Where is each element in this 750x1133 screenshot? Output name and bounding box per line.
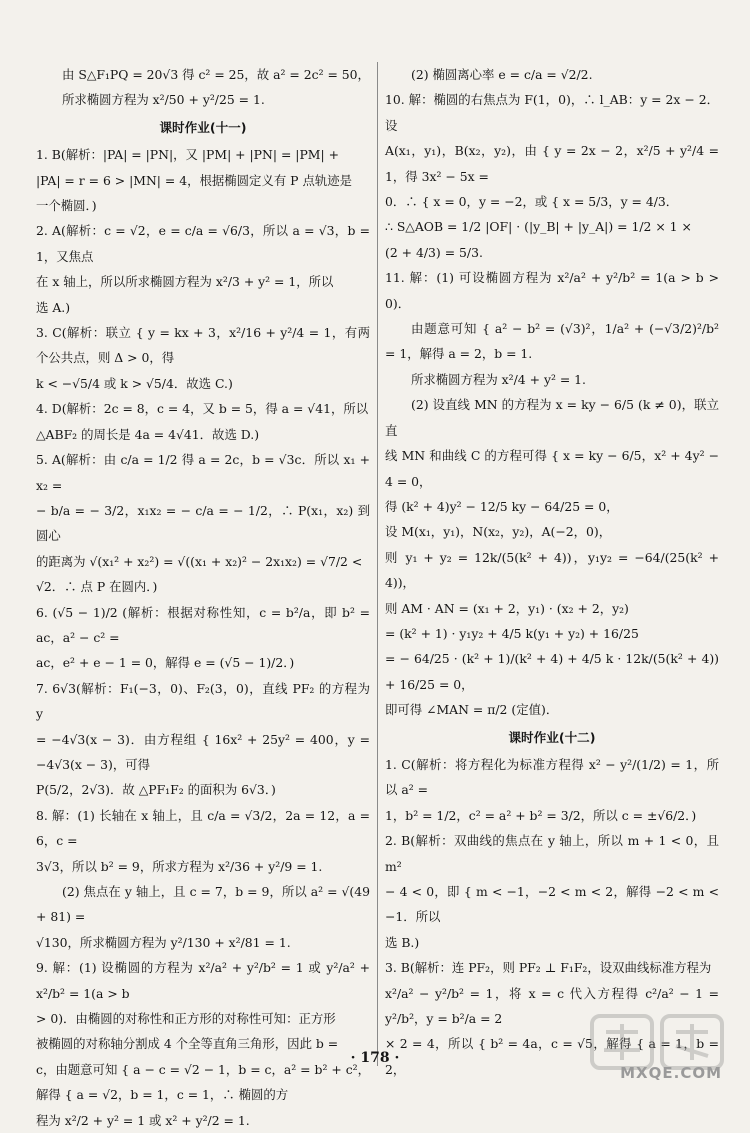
right-text-line: 3. B(解析：连 PF₂，则 PF₂ ⊥ F₁F₂，设双曲线标准方程为: [385, 960, 712, 976]
page-number: · 178 ·: [350, 1050, 400, 1066]
left-text-line: 1. B(解析：|PA| = |PN|，又 |PM| + |PN| = |PM| +: [36, 147, 339, 163]
left-column: [36, 62, 370, 1133]
right-column: [385, 62, 719, 1082]
left-text-line: = −4√3(x − 3)．由方程组 { 16x² + 25y² = 400，y = −4√3(x − 3)，可得: [36, 731, 370, 772]
right-text-line: 由题意可知 { a² − b² = (√3)²，1/a² + (−√3/2)²/b² = 1，解得 a = 2，b = 1.: [385, 321, 719, 362]
section-heading: 课时作业(十二): [508, 729, 596, 745]
left-text-line: (2) 焦点在 y 轴上，且 c = 7，b = 9，所以 a² = √(49 + 81) =: [36, 884, 370, 925]
right-text-line: 所求椭圆方程为 x²/4 + y² = 1.: [411, 371, 586, 387]
right-text-line: = − 64/25 · (k² + 1)/(k² + 4) + 4/5 k · 12k/(5(k² + 4)) + 16/25 = 0，: [385, 651, 719, 692]
right-text-line: x²/a² − y²/b² = 1，将 x = c 代入方程得 c²/a² − 1 = y²/b²，y = b²/a = 2: [385, 985, 719, 1027]
right-text-line: (2) 设直线 MN 的方程为 x = ky − 6/5 (k ≠ 0)，联立直: [385, 397, 719, 438]
right-text-line: 即可得 ∠MAN = π/2 (定值)．: [385, 702, 559, 718]
left-text-line: − b/a = − 3/2，x₁x₂ = − c/a = − 1/2，∴ P(x₁，x₂) 到圆心: [36, 502, 370, 544]
left-text-line: 2. A(解析：c = √2，e = c/a = √6/3，所以 a = √3，b = 1，又焦点: [36, 223, 370, 264]
left-text-line: 4. D(解析：2c = 8，c = 4，又 b = 5，得 a = √41，所以: [36, 401, 369, 417]
right-text-line: 0．∴ { x = 0，y = −2，或 { x = 5/3，y = 4/3．: [385, 194, 679, 210]
left-text-line: c，由题意可知 { a − c = √2 − 1，b = c，a² = b² + c²，解得 { a = √2，b = 1，c = 1，∴ 椭圆的方: [36, 1061, 370, 1103]
right-text-line: 1，b² = 1/2，c² = a² + b² = 3/2，所以 c = ±√6/2．): [385, 807, 697, 823]
left-text-line: 选 A.): [36, 299, 71, 315]
left-text-line: 的距离为 √(x₁² + x₂²) = √((x₁ + x₂)² − 2x₁x₂) = √7/2 <: [36, 553, 363, 569]
left-text-line: 被椭圆的对称轴分割成 4 个全等直角三角形，因此 b =: [36, 1036, 339, 1052]
left-text-line: 6. (√5 − 1)/2 (解析：根据对称性知，c = b²/a，即 b² = ac，a² − c² =: [36, 604, 370, 645]
right-text-line: 设 M(x₁，y₁)，N(x₂，y₂)，A(−2，0)，: [385, 524, 612, 540]
right-text-line: 11. 解：(1) 可设椭圆方程为 x²/a² + y²/b² = 1(a > b > 0)．: [385, 270, 719, 311]
right-text-line: − 4 < 0，即 { m < −1，−2 < m < 2，解得 −2 < m < −1．所以: [385, 884, 719, 925]
left-text-line: 一个椭圆．): [36, 198, 97, 214]
left-text-line: 7. 6√3(解析：F₁(−3，0)、F₂(3，0)，直线 PF₂ 的方程为 y: [36, 680, 370, 722]
right-text-line: 则 y₁ + y₂ = 12k/(5(k² + 4))，y₁y₂ = −64/(25(k² + 4))，: [385, 549, 719, 591]
column-divider: [377, 62, 378, 1066]
left-text-line: 在 x 轴上，所以所求椭圆方程为 x²/3 + y² = 1，所以: [36, 274, 334, 290]
left-text-line: 5. A(解析：由 c/a = 1/2 得 a = 2c，b = √3c．所以 x₁ + x₂ =: [36, 452, 370, 493]
right-text-line: ∴ S△AOB = 1/2 |OF| · (|y_B| + |y_A|) = 1/2 × 1 ×: [385, 219, 692, 235]
right-text-line: 得 (k² + 4)y² − 12/5 ky − 64/25 = 0，: [385, 498, 619, 514]
right-text-line: (2) 椭圆离心率 e = c/a = √2/2.: [411, 67, 593, 82]
left-text-line: △ABF₂ 的周长是 4a = 4√41．故选 D.): [36, 426, 260, 442]
section-heading: 课时作业(十一): [159, 119, 247, 135]
left-text-line: 3. C(解析：联立 { y = kx + 3，x²/16 + y²/4 = 1，有两个公共点，则 Δ > 0，得: [36, 325, 370, 366]
right-text-line: × 2 = 4，所以 { b² = 4a，c = √5，解得 { a = 1，b = 2，: [385, 1036, 719, 1077]
left-text-line: √2．∴ 点 P 在圆内．): [36, 579, 158, 595]
right-text-line: A(x₁，y₁)，B(x₂，y₂)，由 { y = 2x − 2，x²/5 + y²/4 = 1，得 3x² − 5x =: [385, 143, 719, 184]
left-text-line: 3√3，所以 b² = 9，所求方程为 x²/36 + y²/9 = 1.: [36, 858, 323, 874]
left-text-line: √130，所求椭圆方程为 y²/130 + x²/81 = 1.: [36, 934, 291, 950]
left-text-line: 9. 解：(1) 设椭圆的方程为 x²/a² + y²/b² = 1 或 y²/a² + x²/b² = 1(a > b: [36, 960, 370, 1001]
left-text-line: 由 S△F₁PQ = 20√3 得 c² = 25，故 a² = 2c² = 50，: [62, 67, 370, 82]
watermark-text: MXQE.COM: [620, 1064, 722, 1082]
right-text-line: 则 AM · AN = (x₁ + 2，y₁) · (x₂ + 2，y₂): [385, 600, 629, 616]
right-text-line: 线 MN 和曲线 C 的方程可得 { x = ky − 6/5，x² + 4y² − 4 = 0，: [385, 448, 719, 489]
right-text-line: = (k² + 1) · y₁y₂ + 4/5 k(y₁ + y₂) + 16/25: [385, 625, 639, 641]
left-text-line: P(5/2，2√3)．故 △PF₁F₂ 的面积为 6√3．): [36, 782, 276, 798]
left-text-line: k < −√5/4 或 k > √5/4．故选 C.): [36, 375, 233, 391]
left-text-line: 所求椭圆方程为 x²/50 + y²/25 = 1.: [62, 92, 265, 108]
right-text-line: 10. 解：椭圆的右焦点为 F(1，0)，∴ l_AB：y = 2x − 2．设: [385, 92, 719, 133]
left-text-line: > 0)．由椭圆的对称性和正方形的对称性可知：正方形: [36, 1011, 336, 1027]
right-text-line: 1. C(解析：将方程化为标准方程得 x² − y²/(1/2) = 1，所以 a² =: [385, 756, 719, 798]
left-text-line: ac，e² + e − 1 = 0，解得 e = (√5 − 1)/2．): [36, 655, 295, 671]
right-text-line: 选 B.): [385, 934, 420, 950]
left-text-line: |PA| = r = 6 > |MN| = 4，根据椭圆定义有 P 点轨迹是: [36, 172, 353, 188]
left-text-line: 程为 x²/2 + y² = 1 或 x² + y²/2 = 1.: [36, 1112, 250, 1128]
right-text-line: 2. B(解析：双曲线的焦点在 y 轴上，所以 m + 1 < 0，且 m²: [385, 833, 719, 874]
right-text-line: (2 + 4/3) = 5/3.: [385, 244, 483, 260]
left-text-line: 8. 解：(1) 长轴在 x 轴上，且 c/a = √3/2，2a = 12，a = 6，c =: [36, 807, 370, 849]
